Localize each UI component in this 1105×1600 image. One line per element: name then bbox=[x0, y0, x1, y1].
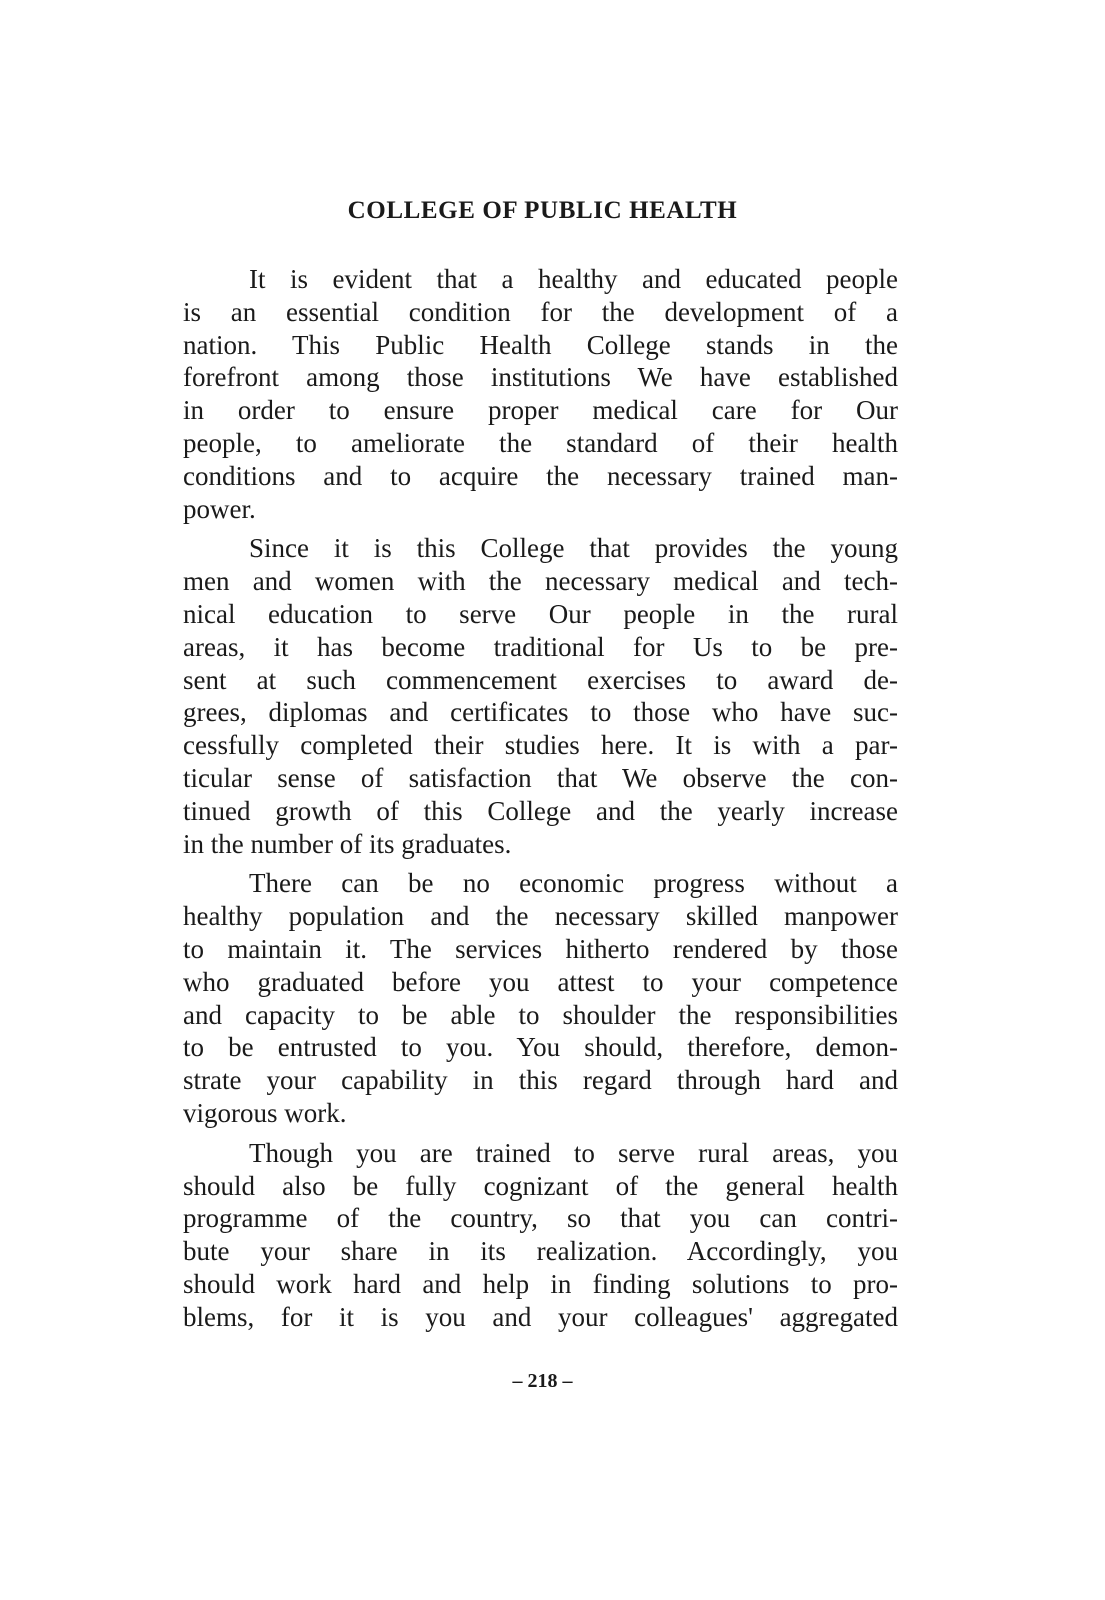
text-line: should work hard and help in finding solutions to pro- bbox=[183, 1268, 898, 1299]
text-line: to be entrusted to you. You should, therefore, demon- bbox=[183, 1032, 898, 1063]
text-line: sent at such commencement exercises to award de- bbox=[183, 664, 898, 695]
text-line: vigorous work. bbox=[183, 1097, 347, 1128]
text-line: in order to ensure proper medical care for Our bbox=[183, 395, 898, 426]
text-line: should also be fully cognizant of the general health bbox=[183, 1170, 898, 1201]
text-line: and capacity to be able to shoulder the responsibilities bbox=[183, 999, 898, 1030]
text-line: people, to ameliorate the standard of their health bbox=[183, 427, 898, 458]
text-line: strate your capability in this regard through hard and bbox=[183, 1065, 898, 1096]
text-line: who graduated before you attest to your competence bbox=[183, 966, 898, 997]
paragraph bbox=[183, 532, 898, 860]
text-line: programme of the country, so that you can contri- bbox=[183, 1203, 898, 1234]
page-title: COLLEGE OF PUBLIC HEALTH bbox=[347, 197, 738, 224]
text-line: nation. This Public Health College stands in the bbox=[183, 329, 898, 360]
text-line: grees, diplomas and certificates to those who have suc- bbox=[183, 697, 898, 728]
text-line: is an essential condition for the development of a bbox=[183, 296, 898, 327]
text-line: cessfully completed their studies here. It is with a par- bbox=[183, 730, 898, 761]
body-text bbox=[183, 263, 898, 1341]
paragraph bbox=[183, 1137, 898, 1334]
text-line: Since it is this College that provides the young bbox=[249, 533, 898, 564]
text-line: ticular sense of satisfaction that We observe the con- bbox=[183, 762, 898, 793]
text-line: men and women with the necessary medical and tech- bbox=[183, 566, 898, 597]
text-line: power. bbox=[183, 493, 256, 524]
paragraph bbox=[183, 867, 898, 1129]
text-line: in the number of its graduates. bbox=[183, 828, 512, 859]
text-line: areas, it has become traditional for Us to be pre- bbox=[183, 631, 898, 662]
paragraph bbox=[183, 263, 898, 525]
text-line: tinued growth of this College and the yearly increase bbox=[183, 795, 898, 826]
text-line: bute your share in its realization. Accordingly, you bbox=[183, 1236, 898, 1267]
text-line: There can be no economic progress without a bbox=[249, 868, 898, 899]
text-line: to maintain it. The services hitherto rendered by those bbox=[183, 933, 898, 964]
text-line: conditions and to acquire the necessary trained man- bbox=[183, 460, 898, 491]
text-line: It is evident that a healthy and educated people bbox=[249, 264, 898, 294]
text-line: nical education to serve Our people in the rural bbox=[183, 598, 898, 629]
page-number: – 218 – bbox=[512, 1370, 573, 1392]
text-line: healthy population and the necessary skilled manpower bbox=[183, 901, 898, 932]
text-line: forefront among those institutions We have established bbox=[183, 362, 898, 393]
text-line: Though you are trained to serve rural areas, you bbox=[249, 1137, 898, 1168]
text-line: blems, for it is you and your colleagues' aggregated bbox=[183, 1301, 898, 1332]
